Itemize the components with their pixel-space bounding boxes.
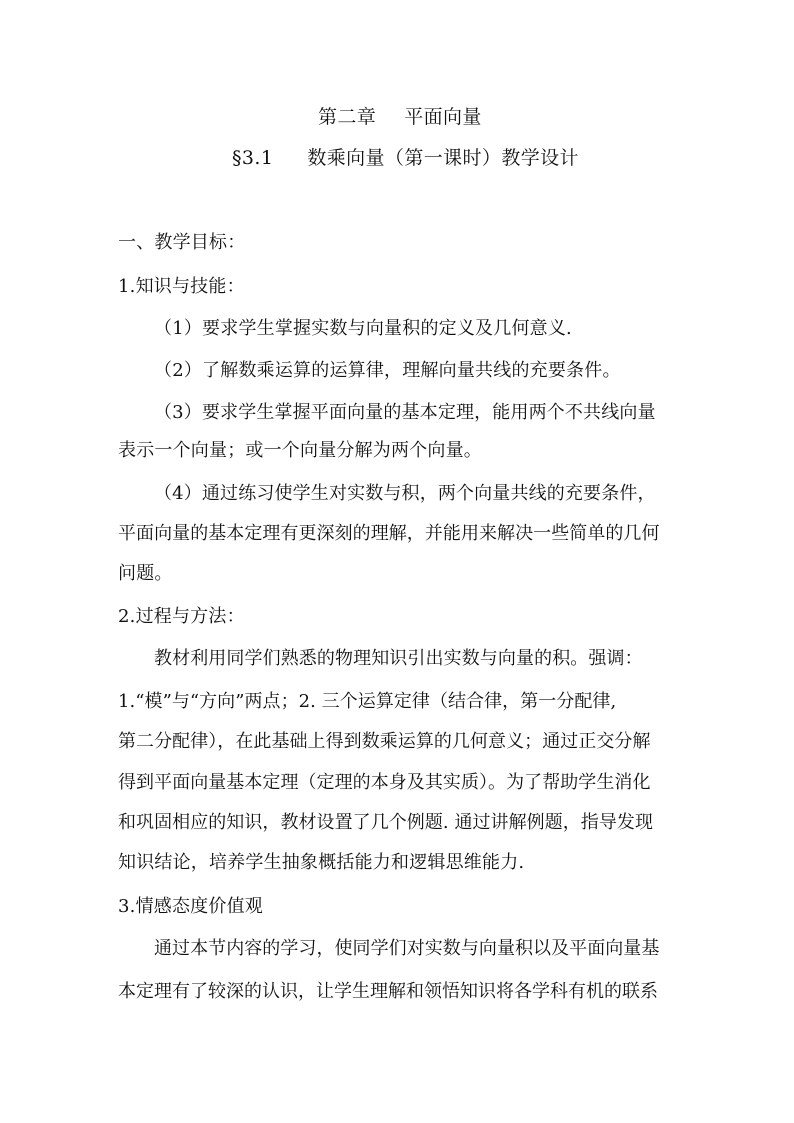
chapter-number: 第二章 [318,106,377,128]
values-paragraph-line-2: 本定理有了较深的认识，让学生理解和领悟知识将各学科有机的联系 [118,981,658,1002]
process-paragraph-line-5: 和巩固相应的知识，教材设置了几个例题. 通过讲解例题，指导发现 [118,812,653,833]
goal-item-4-line-3: 问题。 [118,563,173,584]
subheading-emotion-values: 3.情感态度价值观 [118,896,263,917]
goal-item-2: （2）了解数乘运算的运算律，理解向量共线的充要条件。 [154,360,621,381]
process-paragraph-line-4: 得到平面向量基本定理（定理的本身及其实质）。为了帮助学生消化 [118,772,651,793]
subheading-process-method: 2.过程与方法： [118,606,245,627]
goal-item-3-line-1: （3）要求学生掌握平面向量的基本定理，能用两个不共线向量 [154,402,656,423]
process-paragraph-line-2: 1.“模”与“方向”两点；2. 三个运算定律（结合律，第一分配律, [118,691,617,712]
process-paragraph-line-3: 第二分配律），在此基础上得到数乘运算的几何意义；通过正交分解 [118,731,651,752]
section-number: §3.1 [232,147,274,169]
chapter-name: 平面向量 [404,106,482,128]
chapter-title [318,105,482,129]
values-paragraph-line-1: 通过本节内容的学习，使同学们对实数与向量积以及平面向量基 [154,938,660,959]
section-title [232,146,579,170]
section-name: 数乘向量（第一课时）教学设计 [307,147,579,169]
goal-item-3-line-2: 表示一个向量；或一个向量分解为两个向量。 [118,440,482,461]
goal-item-1: （1）要求学生掌握实数与向量积的定义及几何意义. [154,318,572,339]
process-paragraph-line-1: 教材利用同学们熟悉的物理知识引出实数与向量的积。强调： [154,648,643,669]
goal-item-4-line-1: （4）通过练习使学生对实数与积，两个向量共线的充要条件， [154,483,656,504]
process-paragraph-line-6: 知识结论，培养学生抽象概括能力和逻辑思维能力. [118,852,525,873]
heading-teaching-goals: 一、教学目标： [118,232,246,253]
goal-item-4-line-2: 平面向量的基本定理有更深刻的理解，并能用来解决一些简单的几何 [118,523,660,544]
subheading-knowledge-skills: 1.知识与技能： [118,276,245,297]
